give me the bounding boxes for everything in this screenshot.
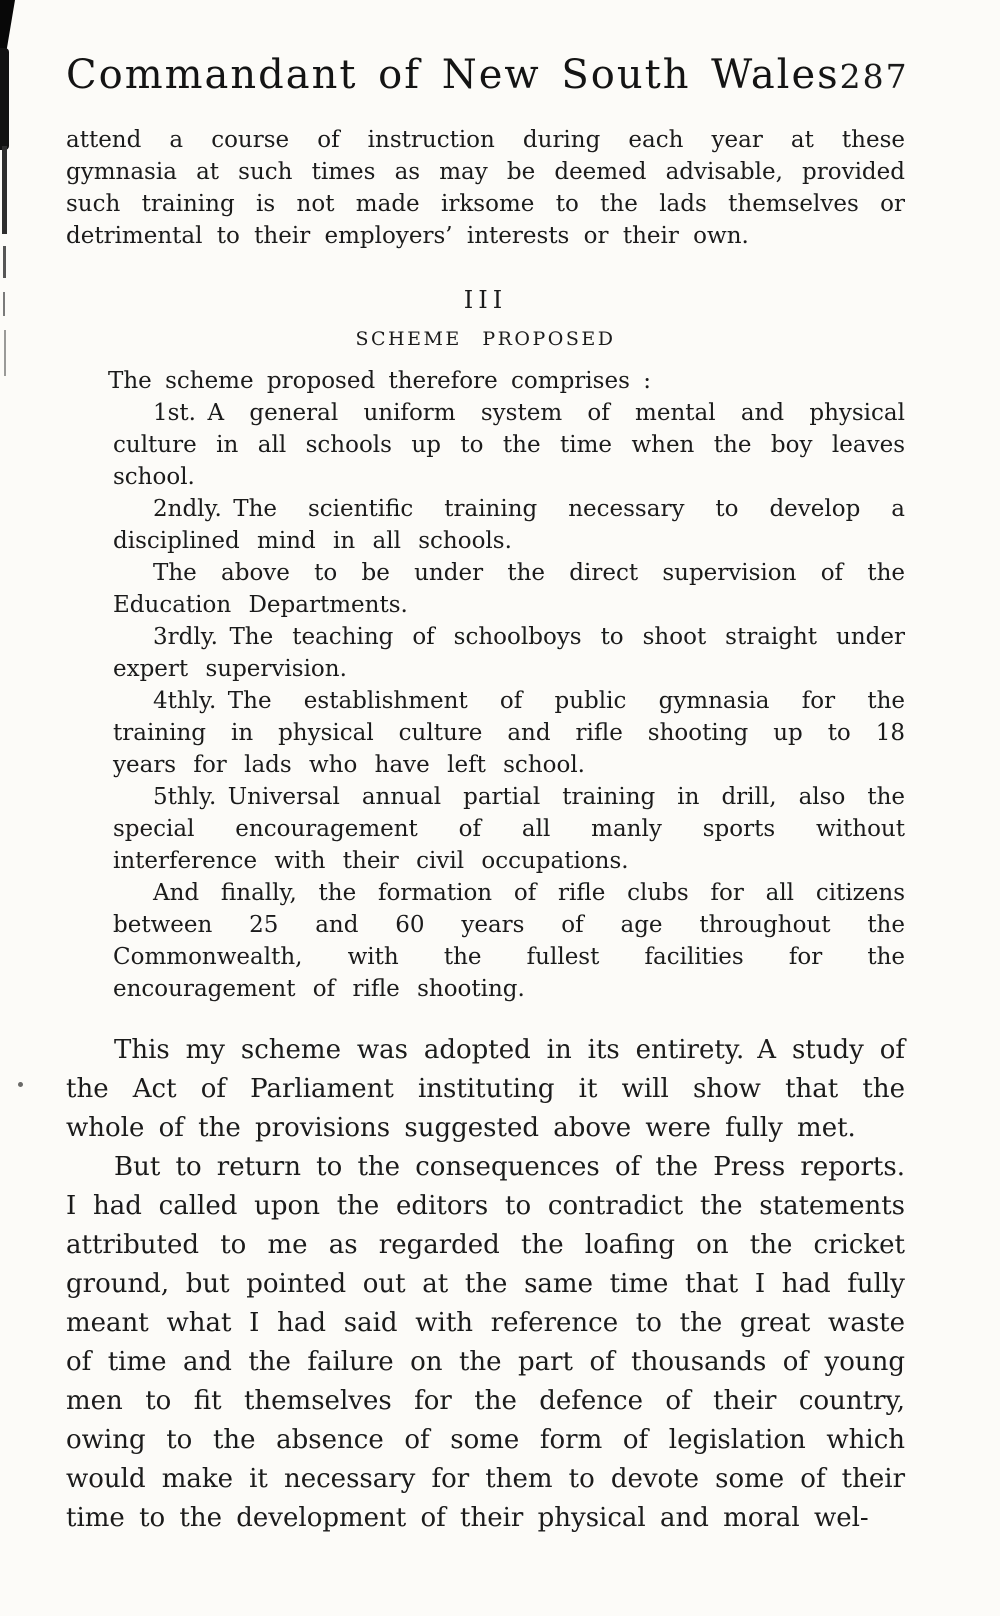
scan-artifact-line (2, 146, 7, 234)
section-title: SCHEME PROPOSED (355, 328, 616, 350)
page-header (66, 52, 909, 98)
scheme-item-1st: 1st. A general uniform system of mental and physical culture in all schools up to the time when the boy leaves school. (113, 400, 905, 490)
scan-artifact-dash (4, 330, 6, 376)
scheme-intro: The scheme proposed therefore comprises : (108, 368, 651, 394)
scan-artifact-bar (0, 48, 9, 150)
scan-artifact-dash (3, 292, 5, 316)
scheme-item-finally: And finally, the formation of rifle clubs for all citizens between 25 and 60 years of age throughout the Commonwealth, with the fullest facilities for the encouragement of rifle shooting. (113, 880, 905, 1002)
intro-paragraph: attend a course of instruction during each year at these gymnasia at such times as may be deemed advisable, provided such training is not made irksome to the lads themselves or detrimental to their employers’ interests or their own. (66, 127, 905, 249)
running-title: Commandant of New South Wales (66, 52, 840, 98)
text-block (66, 0, 909, 1538)
scan-artifact-dot (18, 1082, 23, 1087)
scheme-item-5thly: 5thly. Universal annual partial training in drill, also the special encouragement of all manly sports without interference with their civil occupations. (113, 784, 905, 874)
section-number: III (463, 286, 508, 314)
scan-artifact-blob (0, 0, 15, 52)
scan-artifact-dash (3, 246, 6, 278)
closing-paragraph: This my scheme was adopted in its entirety. A study of the Act of Parliament instituting it will show that the whole of the provisions suggested above were fully met. (66, 1035, 905, 1143)
closing-paragraph: But to return to the consequences of the Press reports. I had called upon the editors to contradict the statements attributed to me as regarded the loafing on the cricket ground, but pointed out at the same time that I had fully meant what I had said with reference to the great waste of time and the failure on the part of thousands of young men to fit themselves for the defence of their country, owing to the absence of some form of legislation which would make it necessary for them to devote some of their time to the development of their physical and moral wel- (66, 1152, 905, 1533)
scheme-item-4thly: 4thly. The establishment of public gymnasia for the training in physical culture and rifle shooting up to 18 years for lads who have left school. (113, 688, 905, 778)
scheme-item-supervision-note: The above to be under the direct supervision of the Education Departments. (113, 560, 905, 618)
scheme-item-2ndly: 2ndly. The scientific training necessary to develop a disciplined mind in all schools. (113, 496, 905, 554)
scheme-item-3rdly: 3rdly. The teaching of schoolboys to shoot straight under expert supervision. (113, 624, 905, 682)
page-number: 287 (839, 57, 909, 96)
